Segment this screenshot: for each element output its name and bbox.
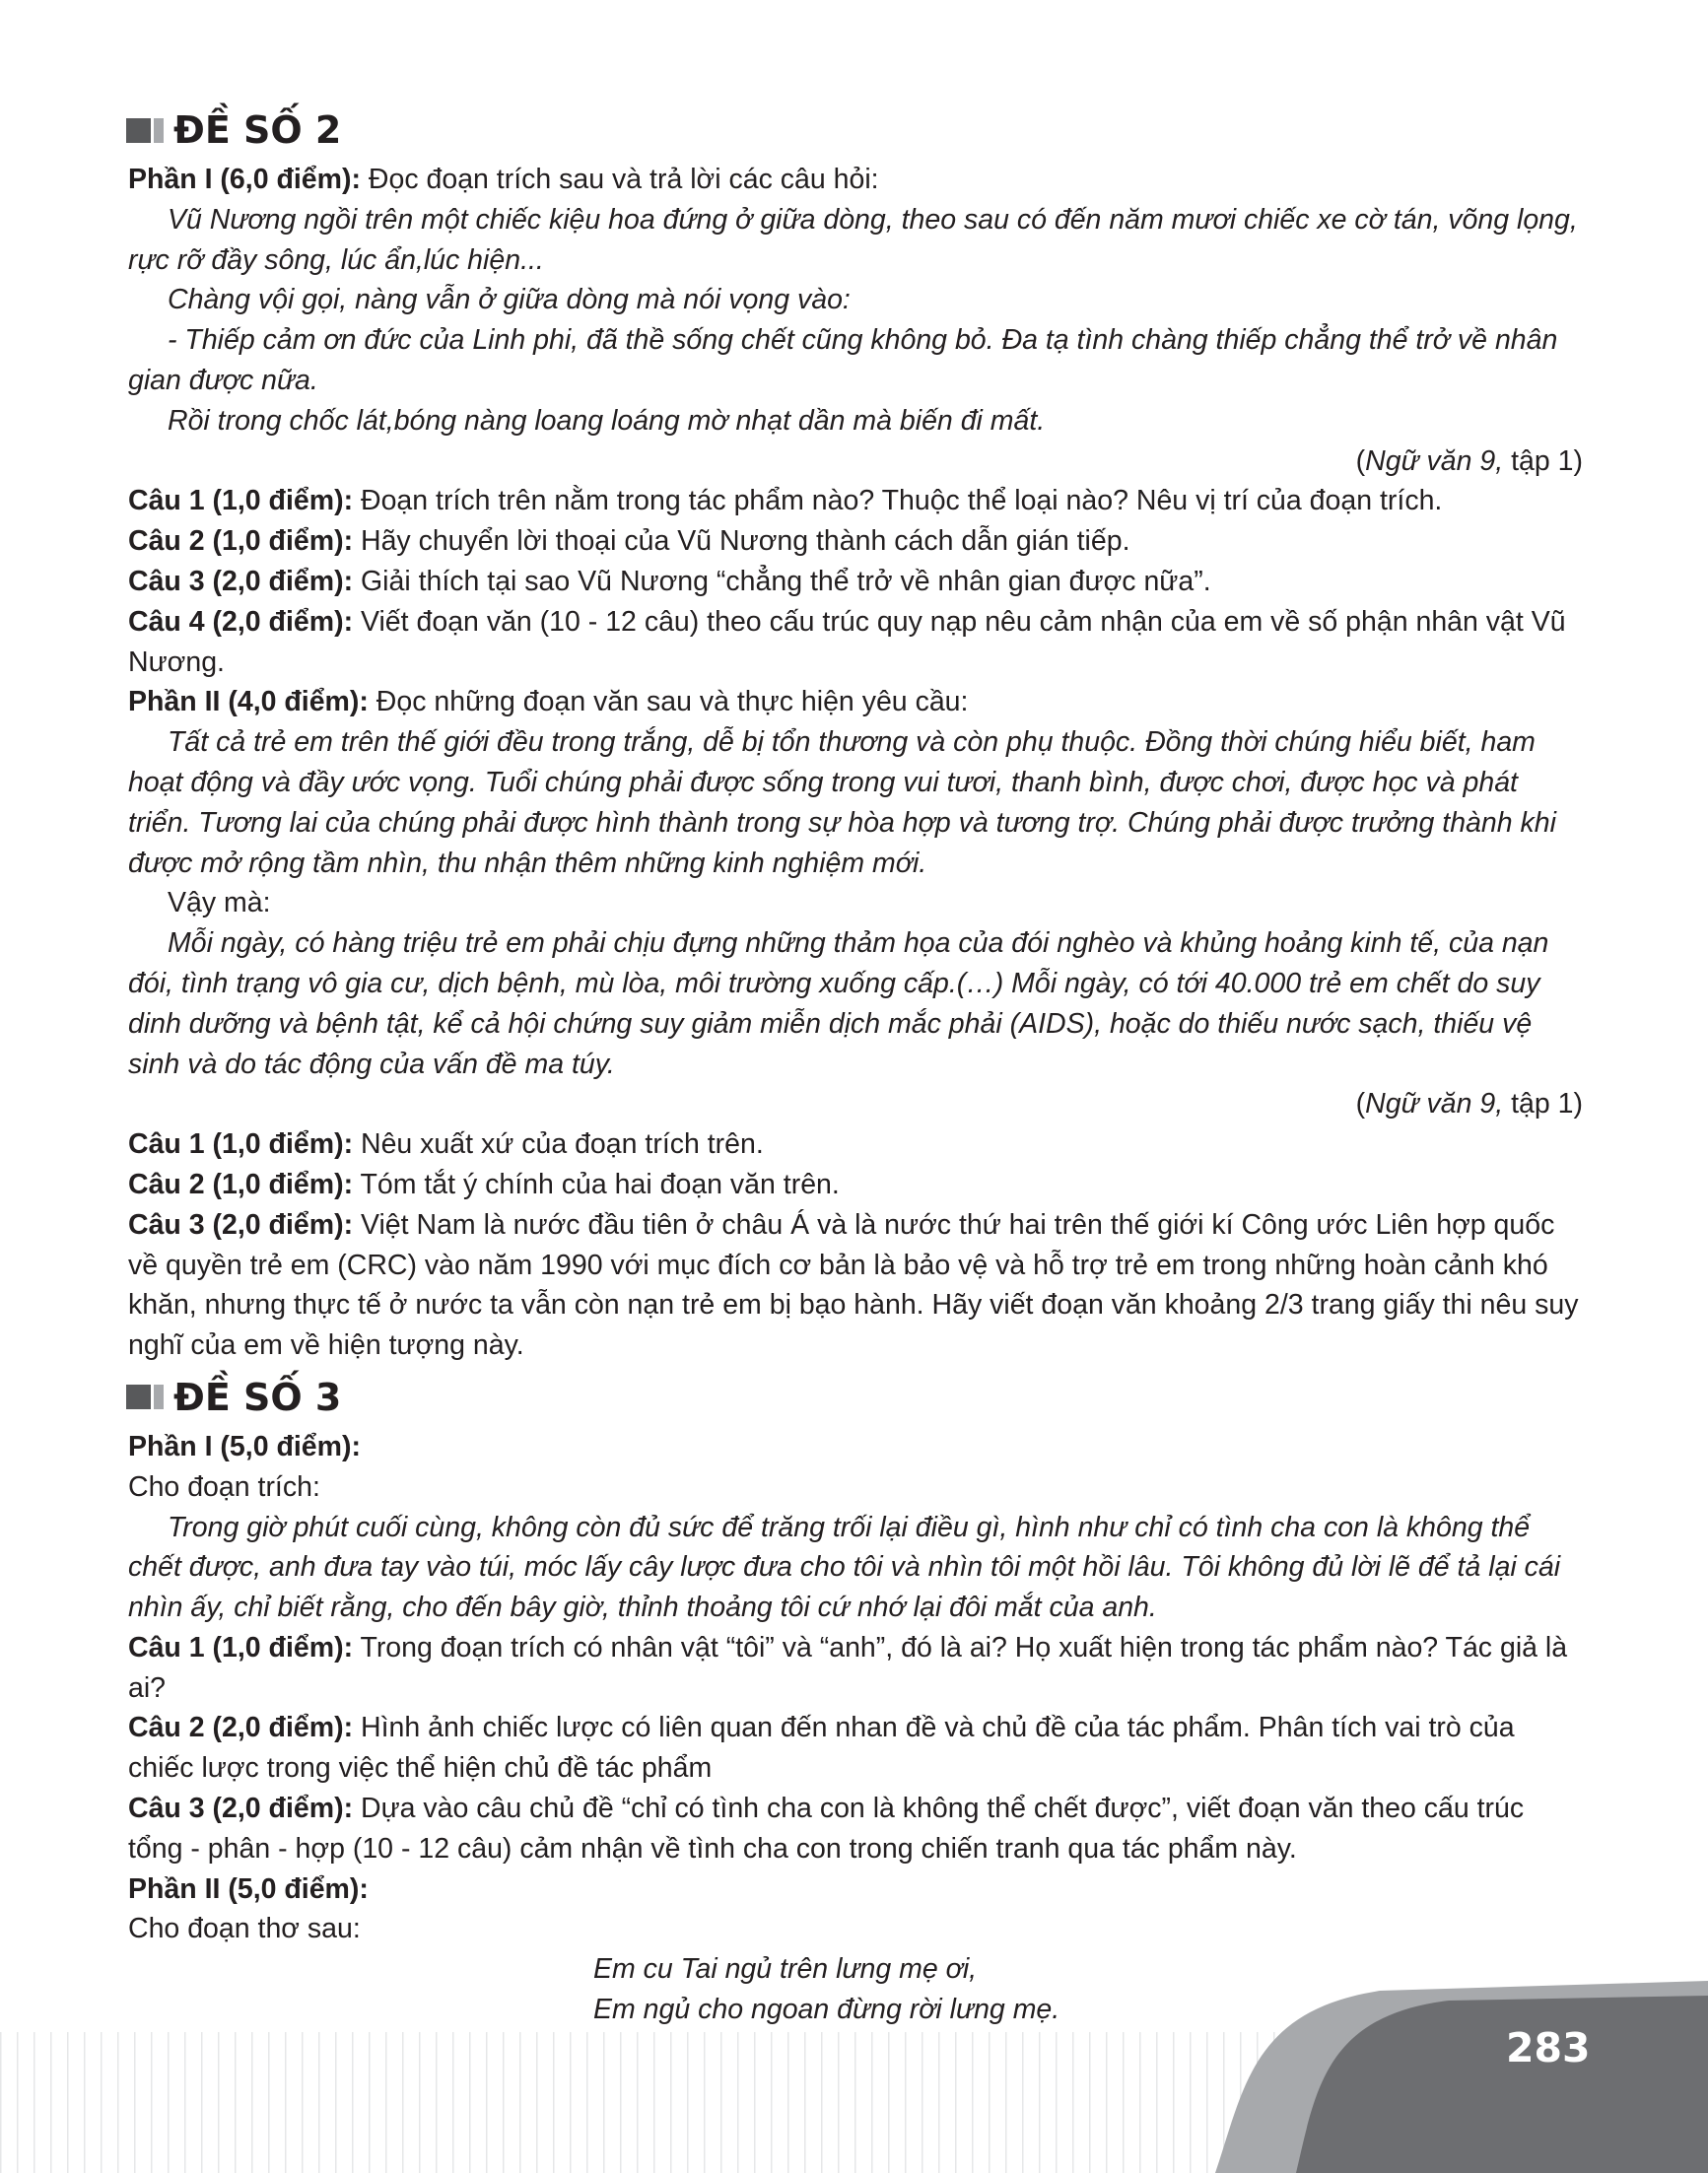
section-title: ĐỀ SỐ 3 bbox=[173, 1375, 342, 1419]
part-1-label: Phần I (5,0 điểm): bbox=[128, 1430, 361, 1462]
question bbox=[128, 1789, 1585, 1869]
poem-line: Em ngủ cho ngoan đừng rời lưng mẹ. bbox=[593, 1994, 1060, 2026]
question-text: Tóm tắt ý chính của hai đoạn văn trên. bbox=[353, 1168, 840, 1200]
question-label: Câu 3 (2,0 điểm): bbox=[128, 1208, 354, 1241]
footer-decoration bbox=[0, 1971, 1708, 2173]
part-2-label: Phần II (5,0 điểm): bbox=[128, 1872, 369, 1905]
question-text: Việt Nam là nước đầu tiên ở châu Á và là nước thứ hai trên thế giới kí Công ước Liên hợp quốc về quyền trẻ em (CRC) vào năm 1990 với mục đích cơ bản là bảo vệ và hỗ trợ trẻ em trong những hoàn cảnh khó khăn, nhưng thực tế ở nước ta vẫn còn nạn trẻ em bị bạo hành. Hãy viết đoạn văn khoảng 2/3 trang giấy thi nêu suy nghĩ của em về hiện tượng này. bbox=[128, 1208, 1579, 1362]
passage-paragraph: - Thiếp cảm ơn đức của Linh phi, đã thề sống chết cũng không bỏ. Đa tạ tình chàng thiếp chẳng thể trở về nhân gian được nữa. bbox=[128, 324, 1558, 396]
question bbox=[128, 602, 1585, 683]
part-label: Phần II (4,0 điểm): bbox=[128, 686, 369, 718]
section-title: ĐỀ SỐ 2 bbox=[173, 108, 342, 152]
part-text: Đọc đoạn trích sau và trả lời các câu hỏi: bbox=[360, 164, 879, 195]
question bbox=[128, 481, 1585, 521]
page-number: 283 bbox=[1506, 2024, 1591, 2071]
intro-text: Cho đoạn trích: bbox=[128, 1470, 320, 1503]
question-text: Hãy chuyển lời thoại của Vũ Nương thành cách dẫn gián tiếp. bbox=[353, 525, 1130, 558]
section-heading-de-3 bbox=[126, 1372, 1585, 1423]
question-label: Câu 3 (2,0 điểm): bbox=[128, 565, 354, 597]
question bbox=[128, 521, 1585, 562]
heading-marker-icon bbox=[126, 118, 164, 143]
question-label: Câu 2 (1,0 điểm): bbox=[128, 1168, 354, 1200]
question-label: Câu 4 (2,0 điểm): bbox=[128, 605, 354, 638]
source-volume: tập 1) bbox=[1503, 1088, 1583, 1120]
question-text: Trong đoạn trích có nhân vật “tôi” và “anh”, đó là ai? Họ xuất hiện trong tác phẩm nào? Tác giả là ai? bbox=[128, 1631, 1568, 1704]
section-heading-de-2 bbox=[126, 104, 1585, 156]
passage-paragraph: Mỗi ngày, có hàng triệu trẻ em phải chịu đựng những thảm họa của đói nghèo và khủng hoảng kinh tế, của nạn đói, tình trạng vô gia cư, dịch bệnh, mù lòa, môi trường xuống cấp.(…) Mỗi ngày, có tới 40.000 trẻ em chết do suy dinh dưỡng và bệnh tật, kể cả hội chứng suy giảm miễn dịch mắc phải (AIDS), hoặc do thiếu nước sạch, thiếu vệ sinh và do tác động của vấn đề ma túy. bbox=[128, 927, 1549, 1080]
question bbox=[128, 562, 1585, 602]
question-text: Đoạn trích trên nằm trong tác phẩm nào? Thuộc thể loại nào? Nêu vị trí của đoạn trích. bbox=[353, 485, 1443, 517]
part-2-instruction bbox=[128, 682, 1585, 722]
question bbox=[128, 1205, 1585, 1366]
question-label: Câu 3 (2,0 điểm): bbox=[128, 1793, 354, 1825]
question bbox=[128, 1708, 1585, 1789]
question-text: Giải thích tại sao Vũ Nương “chẳng thể trở về nhân gian được nữa”. bbox=[353, 565, 1211, 597]
passage-paragraph: Chàng vội gọi, nàng vẫn ở giữa dòng mà nói vọng vào: bbox=[168, 284, 851, 316]
part-text: Đọc những đoạn văn sau và thực hiện yêu cầu: bbox=[368, 686, 969, 718]
question-label: Câu 1 (1,0 điểm): bbox=[128, 485, 354, 517]
part-1-instruction bbox=[128, 160, 1585, 200]
passage-paragraph: Tất cả trẻ em trên thế giới đều trong trắng, dễ bị tổn thương và còn phụ thuộc. Đồng thời chúng hiểu biết, ham hoạt động và đầy ước vọng. Tuổi chúng phải được sống trong vui tươi, thanh bình, được chơi, được học và phát triển. Tương lai của chúng phải được hình thành trong sự hòa hợp và tương trợ. Chúng phải được trưởng thành khi được mở rộng tầm nhìn, thu nhận thêm những kinh nghiệm mới. bbox=[128, 726, 1556, 879]
question-text: Viết đoạn văn (10 - 12 câu) theo cấu trúc quy nạp nêu cảm nhận của em về số phận nhân vật Vũ Nương. bbox=[128, 605, 1566, 678]
passage-paragraph: Rồi trong chốc lát,bóng nàng loang loáng mờ nhạt dần mà biến đi mất. bbox=[168, 404, 1046, 437]
part-label: Phần I (6,0 điểm): bbox=[128, 164, 361, 195]
source-book: Ngữ văn 9, bbox=[1365, 444, 1504, 477]
question-text: Dựa vào câu chủ đề “chỉ có tình cha con là không thể chết được”, viết đoạn văn theo cấu trúc tổng - phân - hợp (10 - 12 câu) cảm nhận về tình cha con trong chiến tranh qua tác phẩm này. bbox=[128, 1793, 1525, 1865]
transition-text: Vậy mà: bbox=[168, 887, 271, 919]
heading-marker-icon bbox=[126, 1385, 164, 1409]
poem-line: Em cu Tai ngủ trên lưng mẹ ơi, bbox=[593, 1953, 978, 1986]
question-label: Câu 2 (1,0 điểm): bbox=[128, 525, 354, 558]
question-text: Nêu xuất xứ của đoạn trích trên. bbox=[353, 1128, 764, 1161]
question-label: Câu 1 (1,0 điểm): bbox=[128, 1128, 354, 1161]
source-book: Ngữ văn 9, bbox=[1365, 1088, 1504, 1120]
passage-paragraph: Vũ Nương ngồi trên một chiếc kiệu hoa đứng ở giữa dòng, theo sau có đến năm mươi chiếc xe cờ tán, võng lọng, rực rỡ đầy sông, lúc ẩn,lúc hiện... bbox=[128, 203, 1578, 276]
page-content bbox=[128, 99, 1585, 2030]
source-citation: (Ngữ văn 9, tập 1) bbox=[1355, 1088, 1583, 1120]
question bbox=[128, 1124, 1585, 1165]
passage-paragraph: Trong giờ phút cuối cùng, không còn đủ sức để trăng trối lại điều gì, hình như chỉ có tình cha con là không thể chết được, anh đưa tay vào túi, móc lấy cây lược đưa cho tôi và nhìn tôi một hồi lâu. Tôi không đủ lời lẽ để tả lại cái nhìn ấy, chỉ biết rằng, cho đến bây giờ, thỉnh thoảng tôi cứ nhớ lại đôi mắt của anh. bbox=[128, 1511, 1561, 1624]
source-volume: tập 1) bbox=[1503, 444, 1583, 477]
question-label: Câu 1 (1,0 điểm): bbox=[128, 1631, 354, 1664]
question bbox=[128, 1165, 1585, 1205]
question-label: Câu 2 (2,0 điểm): bbox=[128, 1712, 354, 1744]
question bbox=[128, 1628, 1585, 1709]
source-citation: (Ngữ văn 9, tập 1) bbox=[1355, 444, 1583, 477]
intro-text: Cho đoạn thơ sau: bbox=[128, 1913, 361, 1945]
question-text: Hình ảnh chiếc lược có liên quan đến nhan đề và chủ đề của tác phẩm. Phân tích vai trò của chiếc lược trong việc thể hiện chủ đề tác phẩm bbox=[128, 1712, 1515, 1785]
